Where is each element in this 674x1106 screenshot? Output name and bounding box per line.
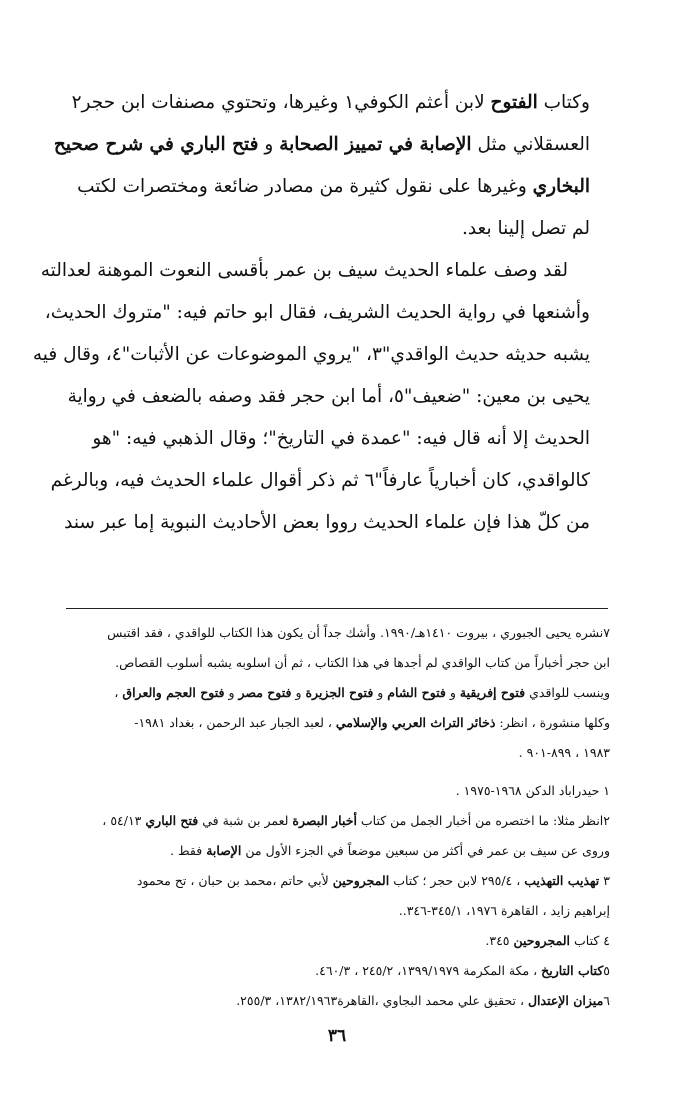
footnote-line: وينسب للواقدي فتوح إفريقية و فتوح الشام و فتوح الجزيرة و فتوح مصر و فتوح العجم والعراق ، xyxy=(114,685,610,700)
footnote-divider xyxy=(66,608,608,609)
body-line: لم تصل إلينا بعد. xyxy=(461,218,590,239)
body-line: يحيى بن معين: "ضعيف"٥، أما ابن حجر فقد وصفه بالضعف في رواية xyxy=(67,386,590,407)
footnote-line: ٦ميزان الإعتدال ، تحقيق علي محمد البجاوي ،القاهرة١٣٨٢/١٩٦٣، ٢٥٥/٣. xyxy=(236,993,610,1008)
body-line: من كلّ هذا فإن علماء الحديث رووا بعض الأحاديث النبوية إما عبر سند xyxy=(64,512,590,533)
footnote-line: ٣ تهذيب التهذيب ، ٢٩٥/٤ لابن حجر ؛ كتاب المجروحين لأبي حاتم ،محمد بن حبان ، تح محمود xyxy=(136,873,610,888)
footnote-line: وكلها منشورة ، انظر: ذخائر التراث العربي والإسلامي ، لعبد الجبار عبد الرحمن ، بغداد ١٩٨١- xyxy=(134,715,610,730)
body-line: وأشنعها في رواية الحديث الشريف، فقال ابو حاتم فيه: "متروك الحديث، xyxy=(44,302,590,323)
footnote-line: ٥كتاب التاريخ ، مكة المكرمة ١٣٩٩/١٩٧٩، ٢٤٥/٢ ، ٤٦٠/٣. xyxy=(315,963,610,978)
footnote-line: ابن حجر أخباراً من كتاب الواقدي لم أجدها في هذا الكتاب ، ثم أن اسلوبه يشبه أسلوب القصاص. xyxy=(115,655,610,670)
body-line: يشبه حديثه حديث الواقدي"٣، "يروي الموضوعات عن الأثبات"٤، وقال فيه xyxy=(32,344,590,365)
footnote-line: ١ حيدراباد الدكن ١٩٦٨-١٩٧٥ . xyxy=(455,783,610,798)
main-text xyxy=(32,82,590,544)
body-line: الحديث إلا أنه قال فيه: "عمدة في التاريخ"؛ وقال الذهبي فيه: "هو xyxy=(92,428,590,449)
footnote-line: ٧نشره يحيى الجبوري ، بيروت ١٤١٠هـ/١٩٩٠. وأشك جداً أن يكون هذا الكتاب للواقدي ، فقد اقتبس xyxy=(107,625,610,640)
footnote-line: ١٩٨٣ ، ٨٩٩-٩٠١ . xyxy=(518,745,610,760)
footnote-line: ٢انظر مثلا: ما اختصره من أخبار الجمل من كتاب أخبار البصرة لعمر بن شبة في فتح الباري ٥٤/١٣ ، xyxy=(102,813,610,828)
footnote-line: وروى عن سيف بن عمر في أكثر من سبعين موضعاً في الجزء الأول من الإصابة فقط . xyxy=(170,843,610,858)
footnote-line: إبراهيم زايد ، القاهرة ١٩٧٦، ٣٤٥/١-٣٤٦.. xyxy=(398,903,610,918)
body-line: وكتاب الفتوح لابن أعثم الكوفي١ وغيرها، وتحتوي مصنفات ابن حجر٢ xyxy=(71,92,590,113)
body-line: كالواقدي، كان أخبارياً عارفاً"٦ ثم ذكر أقوال علماء الحديث فيه، وبالرغم xyxy=(50,470,590,491)
body-line: البخاري وغيرها على نقول كثيرة من مصادر ضائعة ومختصرات لكتب xyxy=(77,176,590,197)
footnotes xyxy=(66,618,610,1016)
footnote-line: ٤ كتاب المجروحين ٣٤٥. xyxy=(485,933,610,948)
body-line: العسقلاني مثل الإصابة في تمييز الصحابة و فتح الباري في شرح صحيح xyxy=(53,134,590,155)
body-line: لقد وصف علماء الحديث سيف بن عمر بأقسى النعوت الموهنة لعدالته xyxy=(40,260,568,281)
page-number: ٣٦ xyxy=(327,1026,347,1046)
